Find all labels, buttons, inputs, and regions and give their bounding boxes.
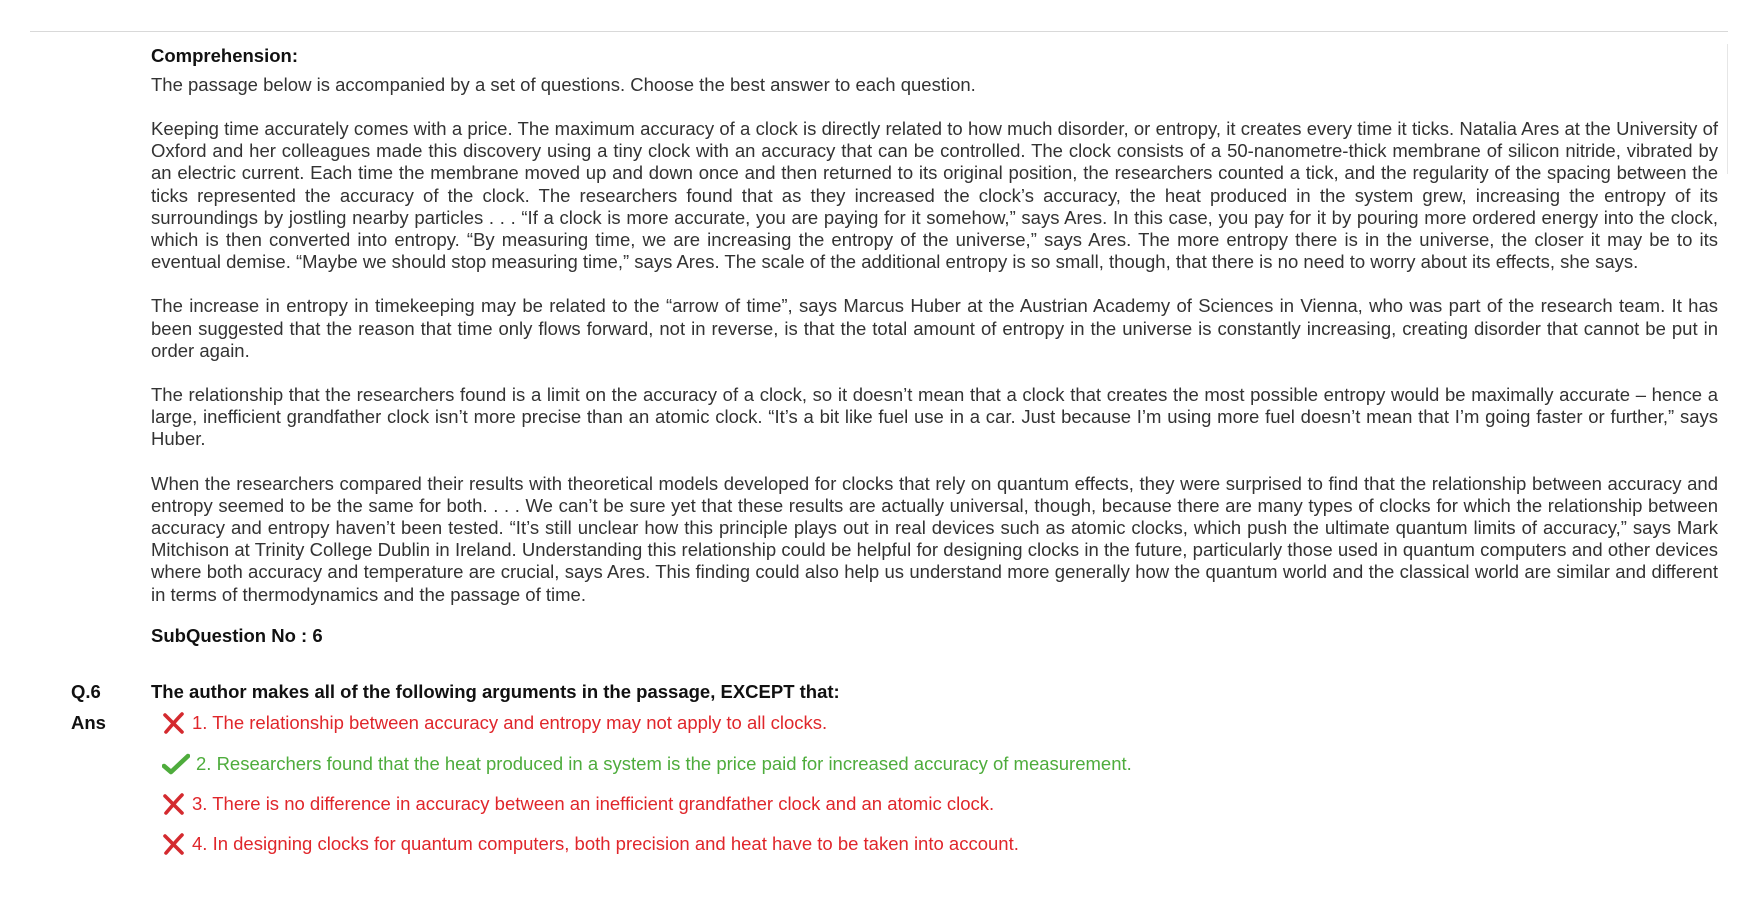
answer-label: Ans — [71, 712, 106, 733]
option-2 — [162, 751, 1132, 777]
option-3-text: 3. There is no difference in accuracy between an inefficient grandfather clock and an atomic clock. — [192, 793, 995, 814]
passage-paragraph-2: The increase in entropy in timekeeping may be related to the “arrow of time”, says Marcus Huber at the Austrian Academy of Sciences in Vienna, who was part of the research team. It has been suggested that the reason that time only flows forward, not in reverse, is that the total amount of entropy in the universe is constantly increasing, creating disorder that cannot be put in order again. — [151, 295, 1718, 361]
comprehension-heading: Comprehension: — [151, 45, 298, 66]
check-icon — [162, 751, 190, 777]
passage-paragraph-3: The relationship that the researchers found is a limit on the accuracy of a clock, so it doesn’t mean that a clock that creates the most possible entropy would be maximally accurate – hence a large, inefficient grandfather clock isn’t more precise than an atomic clock. “It’s a bit like fuel use in a car. Just because I’m using more fuel doesn’t mean that I’m going faster or further,” says Huber. — [151, 384, 1718, 450]
passage-paragraph-4: When the researchers compared their results with theoretical models developed for clocks that rely on quantum effects, they were surprised to find that the relationship between accuracy and entropy seemed to be the same for both. . . . We can’t be sure yet that these results are actually universal, though, because there are many types of clocks for which the relationship between accuracy and entropy haven’t been tested. “It’s still unclear how this principle plays out in real devices such as atomic clocks, which push the ultimate quantum limits of accuracy,” says Mark Mitchison at Trinity College Dublin in Ireland. Understanding this relationship could be helpful for designing clocks in the future, particularly those used in quantum computers and other devices where both accuracy and temperature are crucial, says Ares. This finding could also help us understand more generally how the quantum world and the classical world are similar and different in terms of thermodynamics and the passage of time. — [151, 472, 1718, 605]
comprehension-section — [151, 43, 1718, 649]
question-text: The author makes all of the following arguments in the passage, EXCEPT that: — [151, 681, 840, 702]
option-1-text: 1. The relationship between accuracy and entropy may not apply to all clocks. — [192, 712, 828, 733]
passage-paragraph-1: Keeping time accurately comes with a price. The maximum accuracy of a clock is directly related to how much disorder, or entropy, it creates every time it ticks. Natalia Ares at the University of Oxford and her colleagues made this discovery using a tiny clock with an accuracy that can be controlled. The clock consists of a 50-nanometre-thick membrane of silicon nitride, vibrated by an electric current. Each time the membrane moved up and down once and then returned to its original position, the researchers counted a tick, and the regularity of the spacing between the ticks represented the accuracy of the clock. The researchers found that as they increased the clock’s accuracy, the heat produced in the system grew, increasing the entropy of its surroundings by jostling nearby particles . . . “If a clock is more accurate, you are paying for it somehow,” says Ares. In this case, you pay for it by pouring more ordered energy into the clock, which is then converted into entropy. “By measuring time, we are increasing the entropy of the universe,” says Ares. The more entropy there is in the universe, the closer it may be to its eventual demise. “Maybe we should stop measuring time,” says Ares. The scale of the additional entropy is so small, though, that there is no need to worry about its effects, she says. — [151, 118, 1718, 273]
question-number: Q.6 — [71, 681, 101, 702]
cross-icon — [162, 831, 186, 857]
subquestion-label: SubQuestion No : 6 — [151, 624, 323, 646]
option-1 — [162, 710, 827, 736]
option-2-text: 2. Researchers found that the heat produced in a system is the price paid for increased accuracy of measurement. — [196, 753, 1132, 774]
right-divider — [1727, 44, 1728, 174]
top-divider — [30, 31, 1728, 32]
option-3 — [162, 791, 994, 817]
cross-icon — [162, 710, 186, 736]
cross-icon — [162, 791, 186, 817]
option-4 — [162, 831, 1019, 857]
option-4-text: 4. In designing clocks for quantum computers, both precision and heat have to be taken into account. — [192, 833, 1019, 854]
comprehension-intro: The passage below is accompanied by a set of questions. Choose the best answer to each question. — [151, 74, 976, 95]
